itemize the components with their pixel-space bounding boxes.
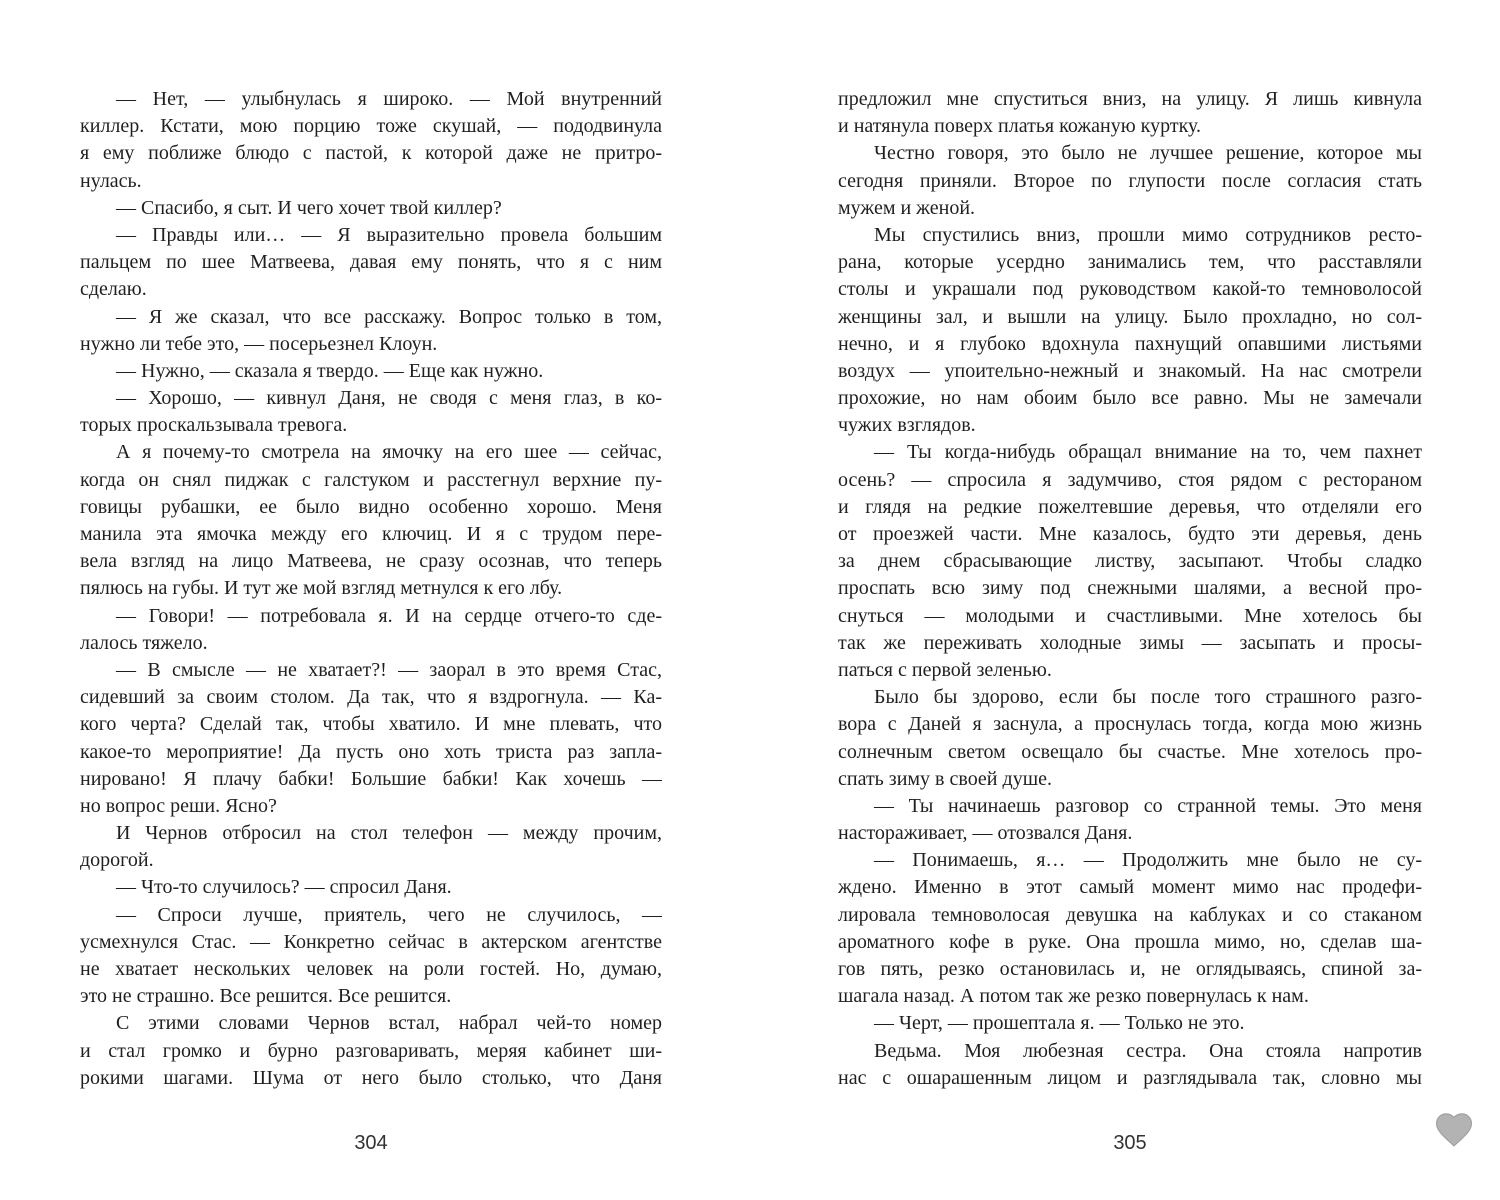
text-line: манила эта ямочка между его ключиц. И я с трудом пере- xyxy=(80,523,662,545)
text-line: и стал громко и бурно разговаривать, меряя кабинет ши- xyxy=(80,1039,662,1062)
text-line: С этими словами Чернов встал, набрал чей-то номер xyxy=(116,1012,662,1035)
text-line: прохожие, но нам обоим было все равно. Мы не замечали xyxy=(838,387,1422,410)
text-line: осень? — спросила я задумчиво, стоя рядом с рестораном xyxy=(838,468,1422,491)
text-line: пальцем по шее Матвеева, давая ему понять, что я с ним xyxy=(80,251,662,274)
paragraph xyxy=(838,684,1422,793)
text-line: Было бы здорово, если бы после того страшного разго- xyxy=(874,686,1422,709)
paragraph xyxy=(80,385,662,439)
text-line: не хватает нескольких человек на роли гостей. Но, думаю, xyxy=(80,958,662,980)
paragraph xyxy=(838,439,1422,684)
text-line: нировано! Я плачу бабки! Большие бабки! Как хочешь — xyxy=(80,767,662,790)
text-line: дорогой. xyxy=(80,849,154,872)
text-line: вела взгляд на лицо Матвеева, не сразу осознав, что теперь xyxy=(80,550,662,573)
text-line: предложил мне спуститься вниз, на улицу. Я лишь кивнула xyxy=(838,88,1422,110)
book-page-left xyxy=(80,86,662,1092)
paragraph xyxy=(80,358,662,385)
text-line: нулась. xyxy=(80,169,142,192)
text-line: А я почему-то смотрела на ямочку на его шее — сейчас, xyxy=(116,441,662,464)
paragraph xyxy=(80,657,662,820)
text-line: лировала темноволосая девушка на каблуках и со стаканом xyxy=(838,903,1422,926)
heart-icon xyxy=(1433,1109,1475,1151)
favorite-button[interactable] xyxy=(1433,1109,1475,1151)
paragraph xyxy=(80,304,662,358)
text-line: — Нет, — улыбнулась я широко. — Мой внутренний xyxy=(116,88,662,110)
text-line: женщины зал, и вышли на улицу. Было прохладно, но сол- xyxy=(838,305,1422,328)
text-line: нужно ли тебе это, — посерьезнел Клоун. xyxy=(80,332,438,355)
paragraph xyxy=(838,140,1422,222)
paragraph xyxy=(80,195,662,222)
text-line: Честно говоря, это было не лучшее решение, которое мы xyxy=(874,142,1422,165)
text-line: — Я же сказал, что все расскажу. Вопрос только в том, xyxy=(116,305,662,328)
text-line: это не страшно. Все решится. Все решится. xyxy=(80,985,452,1008)
text-line: но вопрос реши. Ясно? xyxy=(80,794,277,817)
text-line: ждено. Именно в этот самый момент мимо нас продефи- xyxy=(838,876,1422,899)
text-line: шагала назад. А потом так же резко повернулась к нам. xyxy=(838,985,1309,1008)
text-line: и глядя на редкие пожелтевшие деревья, что отделяли его xyxy=(838,495,1422,518)
paragraph xyxy=(80,86,662,195)
paragraph xyxy=(838,847,1422,1010)
paragraph xyxy=(838,86,1422,140)
text-line: чужих взглядов. xyxy=(838,414,976,437)
paragraph xyxy=(80,603,662,657)
text-line: пялюсь на губы. И тут же мой взгляд метнулся к его лбу. xyxy=(80,577,563,600)
text-line: кого черта? Сделай так, чтобы хватило. И мне плевать, что xyxy=(80,713,662,736)
text-line: — Ты начинаешь разговор со странной темы. Это меня xyxy=(874,794,1422,817)
text-line: сделаю. xyxy=(80,278,147,301)
text-line: — Правды или… — Я выразительно провела большим xyxy=(116,223,662,246)
text-line: — Что-то случилось? — спросил Даня. xyxy=(116,876,452,899)
text-line: паться с первой зеленью. xyxy=(838,658,1052,681)
text-line: так же переживать холодные зимы — засыпать и просы- xyxy=(838,631,1422,654)
text-line: мужем и женой. xyxy=(838,196,976,219)
page-number-right: 305 xyxy=(1113,1132,1147,1154)
text-line: за днем сбрасывающие листву, засыпают. Чтобы сладко xyxy=(838,550,1422,573)
text-line: нас с ошарашенным лицом и разглядывала так, словно мы xyxy=(838,1066,1422,1089)
text-line: — Говори! — потребовала я. И на сердце отчего-то сде- xyxy=(116,604,662,627)
paragraph xyxy=(80,439,662,602)
text-line: лалось тяжело. xyxy=(80,631,208,654)
text-line: Мы спустились вниз, прошли мимо сотрудников ресто- xyxy=(874,223,1422,246)
text-line: И Чернов отбросил на стол телефон — между прочим, xyxy=(116,822,662,845)
text-line: Ведьма. Моя любезная сестра. Она стояла напротив xyxy=(874,1039,1422,1062)
paragraph xyxy=(80,820,662,874)
text-line: — Черт, — прошептала я. — Только не это. xyxy=(874,1012,1245,1035)
text-line: сидевший за своим столом. Да так, что я вздрогнула. — Ка- xyxy=(80,686,662,709)
text-line: говицы рубашки, ее было видно особенно хорошо. Меня xyxy=(80,495,662,518)
text-line: торых проскальзывала тревога. xyxy=(80,414,348,437)
text-line: — Спроси лучше, приятель, чего не случилось, — xyxy=(116,903,662,926)
paragraph xyxy=(838,793,1422,847)
text-line: — В смысле — не хватает?! — заорал в это время Стас, xyxy=(116,658,662,681)
paragraph xyxy=(80,1010,662,1092)
text-line: солнечным светом освещало бы счастье. Мне хотелось про- xyxy=(838,740,1422,763)
paragraph xyxy=(80,874,662,901)
book-page-right xyxy=(838,86,1422,1092)
text-line: воздух — упоительно-нежный и знакомый. На нас смотрели xyxy=(838,359,1422,382)
text-line: — Хорошо, — кивнул Даня, не сводя с меня глаз, в ко- xyxy=(116,387,662,410)
text-line: усмехнулся Стас. — Конкретно сейчас в актерском агентстве xyxy=(80,930,662,953)
text-line: вора с Даней я заснула, а проснулась тогда, когда мою жизнь xyxy=(838,713,1422,736)
text-line: рокими шагами. Шума от него было столько, что Даня xyxy=(80,1066,662,1089)
text-line: — Понимаешь, я… — Продолжить мне было не су- xyxy=(874,849,1422,872)
text-line: и натянула поверх платья кожаную куртку. xyxy=(838,115,1202,138)
paragraph xyxy=(80,902,662,1011)
text-line: столы и украшали под руководством какой-то темноволосой xyxy=(838,278,1422,301)
text-line: ароматного кофе в руке. Она прошла мимо, но, сделав ша- xyxy=(838,930,1422,953)
text-line: я ему поближе блюдо с пастой, к которой даже не притро- xyxy=(80,142,662,165)
text-line: спать зиму в своей душе. xyxy=(838,767,1052,790)
paragraph xyxy=(80,222,662,304)
text-line: — Ты когда-нибудь обращал внимание на то, чем пахнет xyxy=(874,441,1422,464)
text-line: сегодня приняли. Второе по глупости после согласия стать xyxy=(838,169,1422,192)
text-line: настораживает, — отозвался Даня. xyxy=(838,822,1133,845)
text-line: гов пять, резко остановилась и, не оглядываясь, спиной за- xyxy=(838,958,1422,980)
text-line: — Спасибо, я сыт. И чего хочет твой киллер? xyxy=(116,196,502,219)
text-line: когда он снял пиджак с галстуком и расстегнул верхние пу- xyxy=(80,468,662,491)
paragraph xyxy=(838,222,1422,440)
text-line: какое-то мероприятие! Да пусть оно хоть триста раз запла- xyxy=(80,740,662,763)
text-line: снуться — молодыми и счастливыми. Мне хотелось бы xyxy=(838,604,1422,627)
paragraph xyxy=(838,1038,1422,1092)
text-line: от проезжей части. Мне казалось, будто эти деревья, день xyxy=(838,523,1422,545)
text-line: рана, которые усердно занимались тем, что расставляли xyxy=(838,251,1422,274)
page-number-left: 304 xyxy=(354,1132,388,1154)
text-line: нечно, и я глубоко вдохнула пахнущий опавшими листьями xyxy=(838,332,1422,355)
text-line: киллер. Кстати, мою порцию тоже скушай, — пододвинула xyxy=(80,115,662,138)
text-line: — Нужно, — сказала я твердо. — Еще как нужно. xyxy=(116,359,544,382)
paragraph xyxy=(838,1010,1422,1037)
text-line: проспать всю зиму под снежными шалями, а весной про- xyxy=(838,577,1422,600)
